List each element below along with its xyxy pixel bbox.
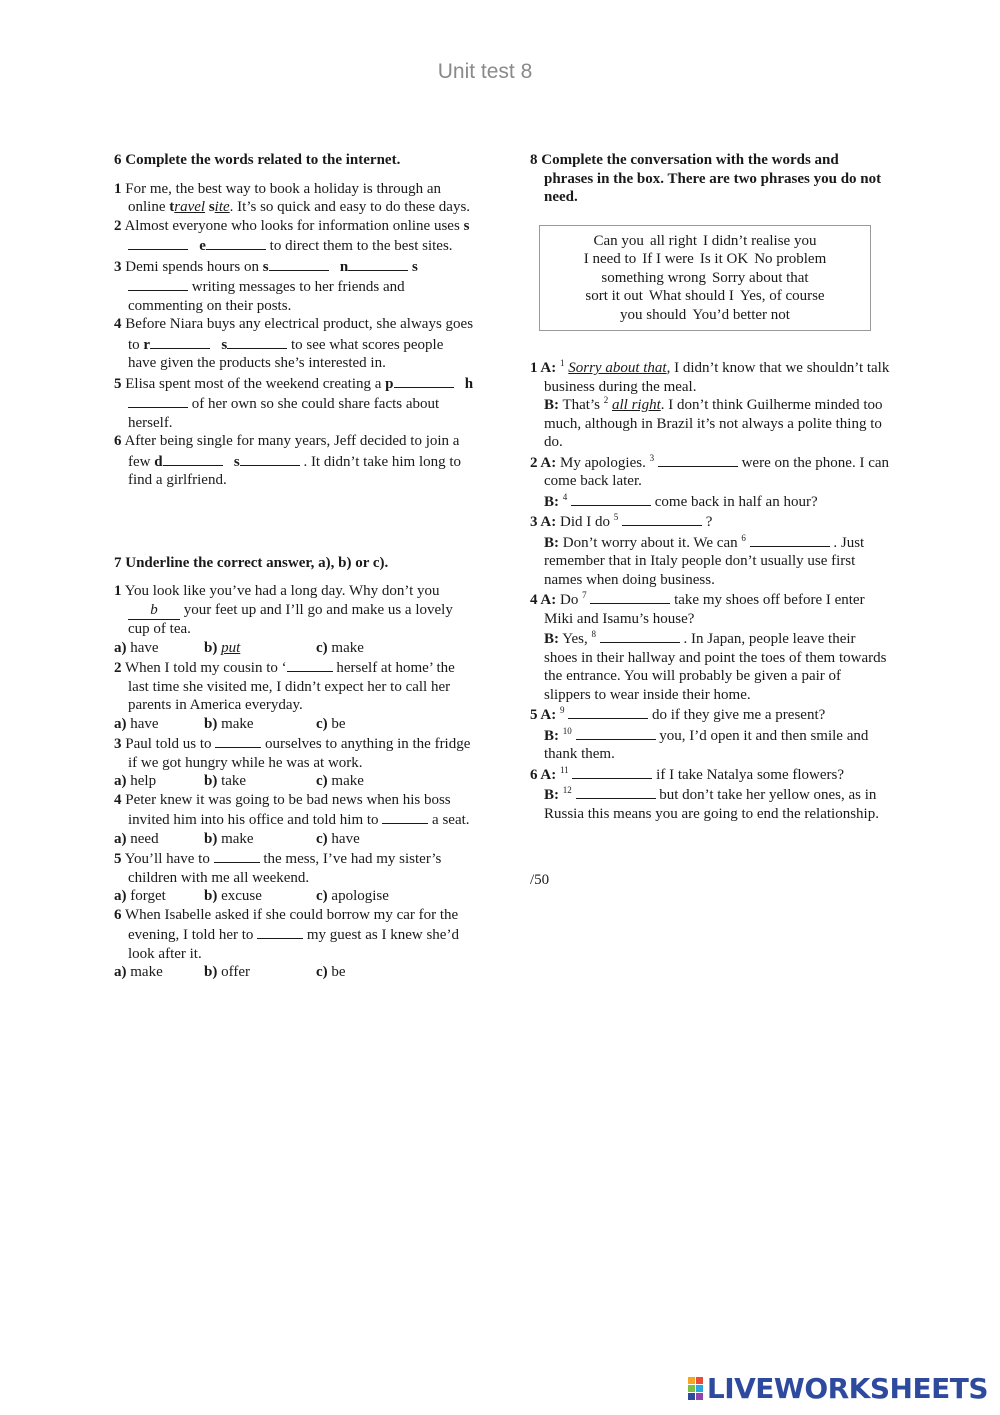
logo-square	[688, 1393, 695, 1400]
blank-input[interactable]	[257, 924, 303, 939]
answer-example: ravel	[174, 199, 206, 215]
blank-input[interactable]	[394, 373, 454, 388]
blank-input[interactable]	[382, 809, 428, 824]
answer-example: all right	[611, 397, 661, 413]
option-a[interactable]: a) have	[114, 715, 159, 732]
left-column	[114, 151, 474, 982]
dialogue-4: 4 A: Do $^7$ take my shoes off before I enter Miki and Isamu’s house? B: Yes, $^8$ . In Japan, people leave their shoes in their hallway and point the toes of them towards the entrance. You will probably be given a pair of slippers to wear inside their home.	[530, 590, 887, 703]
blank-input[interactable]	[750, 532, 830, 547]
blank-input[interactable]	[215, 733, 261, 748]
option-a[interactable]: a) have	[114, 639, 159, 656]
option-b[interactable]: b) make	[204, 715, 254, 732]
blank-input[interactable]	[206, 235, 266, 250]
ex6-item-1: 1 For me, the best way to book a holiday is through an online travel site. It’s so quick and easy to do these days.	[114, 180, 471, 215]
phrase-box-row: you should You’d better not	[620, 306, 790, 323]
score-total: /50	[530, 872, 550, 888]
ex7-options-2	[114, 715, 474, 734]
option-c[interactable]: c) make	[316, 639, 364, 656]
option-a[interactable]: a) help	[114, 773, 157, 789]
answer-example: Sorry about that	[568, 360, 667, 376]
option-c[interactable]: c) make	[316, 773, 364, 789]
ex6-item-5: 5 Elisa spent most of the weekend creating a p h of her own so she could share facts about herself.	[114, 373, 474, 433]
answer-example: b	[128, 601, 180, 621]
blank-input[interactable]	[269, 256, 329, 271]
blank-input[interactable]	[240, 451, 300, 466]
logo-square	[696, 1377, 703, 1384]
ex7-item-3: 3 Paul told us to ourselves to anything in the fridge if we got hungry while he was at work.	[114, 733, 474, 772]
logo-square	[688, 1385, 695, 1392]
blank-input[interactable]	[572, 764, 652, 779]
logo-square	[696, 1385, 703, 1392]
option-b[interactable]: b) offer	[204, 964, 250, 980]
option-b[interactable]: b) take	[204, 773, 247, 789]
ex7-item-4: 4 Peter knew it was going to be bad news when his boss invited him into his office and told him to a seat.	[114, 791, 470, 828]
blank-input[interactable]	[658, 452, 738, 467]
right-column	[530, 151, 890, 823]
logo-text: LIVEWORKSHEETS	[706, 1372, 988, 1405]
option-a[interactable]: a) make	[114, 964, 163, 980]
logo-square	[696, 1393, 703, 1400]
blank-input[interactable]	[348, 256, 408, 271]
dialogue-3: 3 A: Did I do $^5$ ? B: Don’t worry about it. We can $^6$ . Just remember that in Italy people don’t usually use first names when doing business.	[530, 512, 865, 588]
option-a[interactable]: a) forget	[114, 888, 166, 904]
blank-input[interactable]	[214, 848, 260, 863]
ex6-item-6: 6 After being single for many years, Jeff decided to join a few d s . It didn’t take him long to find a girlfriend.	[114, 433, 462, 488]
ex6-item-3: 3 Demi spends hours on s n s writing messages to her friends and commenting on their posts.	[114, 256, 474, 316]
page-title: Unit test 8	[437, 60, 533, 83]
option-b[interactable]: b) put	[204, 639, 241, 656]
dialogue-6: 6 A: $^{11}$ if I take Natalya some flowers? B: $^{12}$ but don’t take her yellow ones, as in Russia this means you are going to end the relationship.	[530, 764, 879, 822]
ex7-item-6: 6 When Isabelle asked if she could borrow my car for the evening, I told her to my guest as I knew she’d look after it.	[114, 906, 459, 962]
ex7-options-3	[114, 772, 474, 791]
blank-input[interactable]	[600, 628, 680, 643]
exercise-7-heading: 7 Underline the correct answer, a), b) or c).	[114, 554, 389, 571]
dialogue-1: 1 A: $^1$ Sorry about that, I didn’t know that we shouldn’t talk business during the meal. B: That’s $^2$ all right. I don’t think Guilherme minded too much, although in Brazil it’s not always a polite thing to do.	[530, 358, 890, 450]
option-c[interactable]: c) have	[316, 830, 360, 847]
option-c[interactable]: c) be	[316, 715, 346, 732]
ex7-item-5: 5 You’ll have to the mess, I’ve had my sister’s children with me all weekend.	[114, 848, 474, 887]
blank-input[interactable]	[590, 589, 670, 604]
logo-square	[688, 1377, 695, 1384]
phrase-box	[539, 225, 871, 332]
ex7-options-1	[114, 639, 474, 658]
dialogue-2: 2 A: My apologies. $^3$ were on the phone. I can come back later. B: $^4$ come back in half an hour?	[530, 452, 890, 510]
ex7-options-4	[114, 830, 474, 849]
ex7-options-5	[114, 887, 474, 906]
blank-input[interactable]	[163, 451, 223, 466]
exercise-8-heading: 8 Complete the conversation with the words and phrases in the box. There are two phrases you do not need.	[530, 152, 882, 205]
blank-input[interactable]	[150, 334, 210, 349]
liveworksheets-logo	[688, 1372, 988, 1405]
dialogue-5: 5 A: $^9$ do if they give me a present? B: $^{10}$ you, I’d open it and then smile and thank them.	[530, 705, 869, 762]
blank-input[interactable]	[128, 235, 188, 250]
ex7-options-6	[114, 963, 474, 982]
ex7-item-1: 1 You look like you’ve had a long day. Why don’t you b your feet up and I’ll go and make us a lovely cup of tea.	[114, 583, 453, 637]
ex7-item-2: 2 When I told my cousin to ‘ herself at home’ the last time she visited me, I didn’t expect her to call her parents in America everyday.	[114, 657, 474, 715]
ex6-item-2: 2 Almost everyone who looks for information online uses s e to direct them to the best sites.	[114, 217, 470, 254]
blank-input[interactable]	[576, 784, 656, 799]
blank-input[interactable]	[568, 704, 648, 719]
blank-input[interactable]	[576, 725, 656, 740]
blank-input[interactable]	[128, 276, 188, 291]
blank-input[interactable]	[287, 657, 333, 672]
phrase-box-row: something wrong Sorry about that	[601, 269, 809, 286]
blank-input[interactable]	[128, 393, 188, 408]
option-c[interactable]: c) apologise	[316, 888, 389, 904]
option-b[interactable]: b) excuse	[204, 888, 262, 904]
exercise-6-heading: 6 Complete the words related to the internet.	[114, 152, 401, 168]
option-a[interactable]: a) need	[114, 830, 159, 847]
blank-input[interactable]	[571, 491, 651, 506]
phrase-box-row: Can you all right I didn’t realise you	[593, 232, 817, 249]
blank-input[interactable]	[622, 511, 702, 526]
phrase-box-row: I need to If I were Is it OK No problem	[583, 251, 827, 267]
logo-mark-icon	[688, 1377, 703, 1400]
option-b[interactable]: b) make	[204, 830, 254, 847]
phrase-box-row: sort it out What should I Yes, of course	[585, 288, 825, 304]
ex6-item-4: 4 Before Niara buys any electrical product, she always goes to r s to see what scores people have given the products she’s interested in.	[114, 316, 474, 371]
option-c[interactable]: c) be	[316, 964, 346, 980]
blank-input[interactable]	[227, 334, 287, 349]
